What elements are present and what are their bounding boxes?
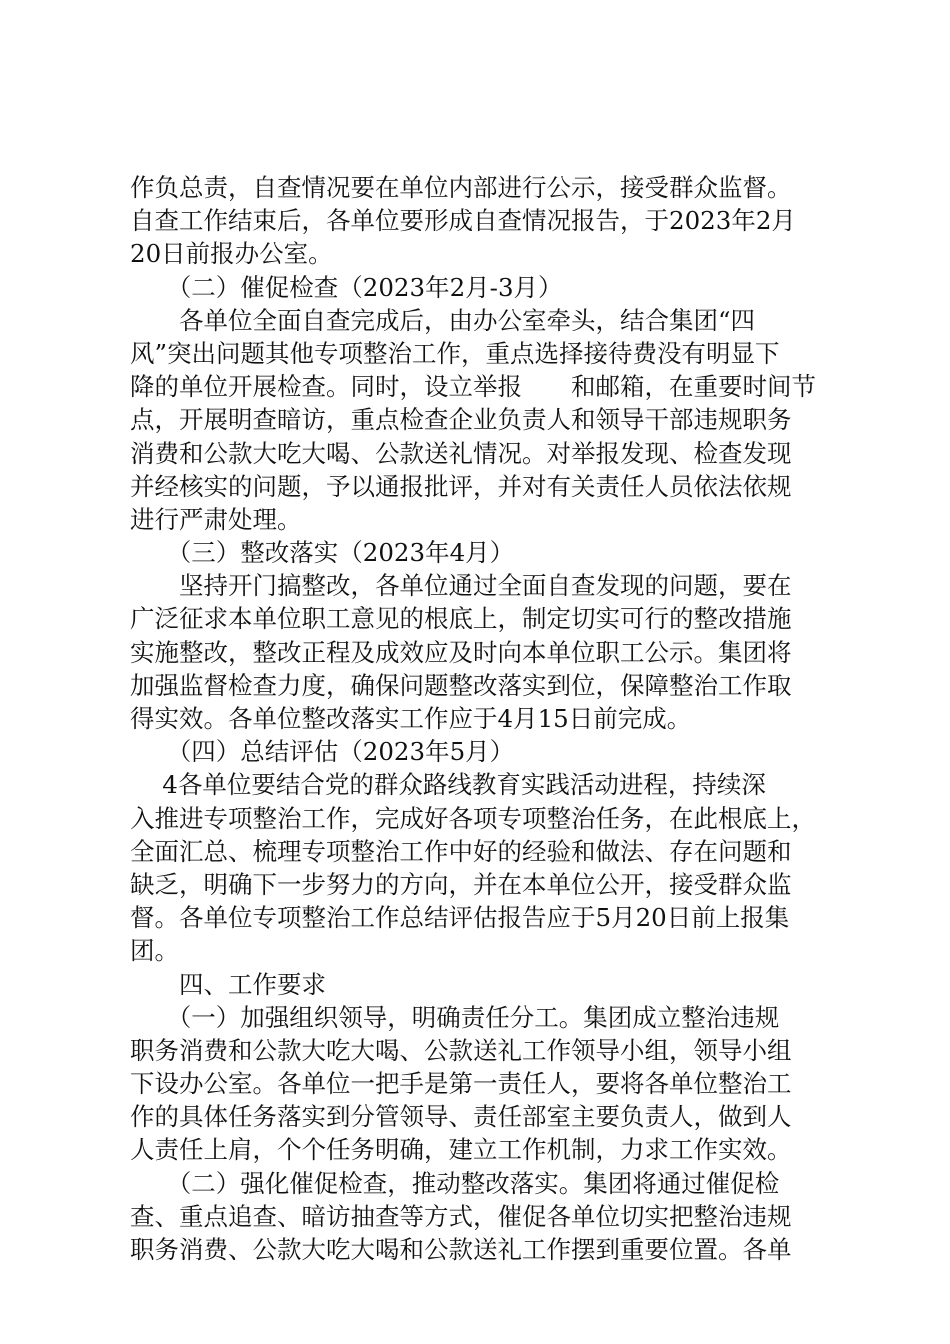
section-heading: （二）催促检查（2023年2月-3月） bbox=[130, 272, 563, 302]
text-line: 团。 bbox=[130, 936, 179, 966]
text-line: 20日前报办公室。 bbox=[130, 239, 333, 269]
text-line: 进行严肃处理。 bbox=[130, 504, 302, 534]
text-line: 加强监督检查力度，确保问题整改落实到位，保障整治工作取 bbox=[130, 670, 792, 700]
section-heading: （三）整改落实（2023年4月） bbox=[130, 538, 515, 568]
text-line: 点，开展明查暗访，重点检查企业负责人和领导干部违规职务 bbox=[130, 405, 792, 435]
text-line: 坚持开门搞整改，各单位通过全面自查发现的问题，要在 bbox=[130, 571, 792, 601]
text-line: 自查工作结束后，各单位要形成自查情况报告，于2023年2月 bbox=[130, 206, 796, 236]
text-line: 人责任上肩，个个任务明确，建立工作机制，力求工作实效。 bbox=[130, 1135, 792, 1165]
text-line: 查、重点追查、暗访抽查等方式，催促各单位切实把整治违规 bbox=[130, 1201, 792, 1231]
text-line: 得实效。各单位整改落实工作应于4月15日前完成。 bbox=[130, 704, 692, 733]
text-line: 降的单位开展检查。同时，设立举报 和邮箱，在重要时间节 bbox=[130, 372, 816, 402]
text-line: 全面汇总、梳理专项整治工作中好的经验和做法、存在问题和 bbox=[130, 836, 792, 866]
text-line: 并经核实的问题，予以通报批评，并对有关责任人员依法依规 bbox=[130, 471, 792, 501]
text-line: 职务消费和公款大吃大喝、公款送礼工作领导小组，领导小组 bbox=[130, 1035, 792, 1065]
text-line: 督。各单位专项整治工作总结评估报告应于5月20日前上报集 bbox=[130, 903, 790, 933]
document-body bbox=[130, 171, 830, 1266]
text-line: 消费和公款大吃大喝、公款送礼情况。对举报发现、检查发现 bbox=[130, 438, 792, 468]
section-heading: （四）总结评估（2023年5月） bbox=[130, 737, 515, 767]
section-heading: 四、工作要求 bbox=[130, 969, 326, 999]
text-line: 入推进专项整治工作，完成好各项专项整治任务，在此根底上， bbox=[130, 803, 816, 833]
text-line: 各单位全面自查完成后，由办公室牵头，结合集团“四 bbox=[130, 305, 756, 335]
text-line: 职务消费、公款大吃大喝和公款送礼工作摆到重要位置。各单 bbox=[130, 1235, 792, 1264]
text-line: 广泛征求本单位职工意见的根底上，制定切实可行的整改措施 bbox=[130, 604, 792, 634]
text-line: （一）加强组织领导，明确责任分工。集团成立整治违规 bbox=[130, 1002, 780, 1032]
text-line: 作的具体任务落实到分管领导、责任部室主要负责人，做到人 bbox=[130, 1102, 792, 1132]
text-line: 作负总责，自查情况要在单位内部进行公示，接受群众监督。 bbox=[130, 173, 792, 202]
text-line: 风”突出问题其他专项整治工作，重点选择接待费没有明显下 bbox=[130, 338, 780, 368]
text-line: 4各单位要结合党的群众路线教育实践活动进程，持续深 bbox=[130, 770, 766, 800]
text-line: 实施整改，整改正程及成效应及时向本单位职工公示。集团将 bbox=[130, 637, 792, 667]
text-line: 缺乏，明确下一步努力的方向，并在本单位公开，接受群众监 bbox=[130, 869, 792, 899]
text-line: （二）强化催促检查，推动整改落实。集团将通过催促检 bbox=[130, 1168, 780, 1198]
text-line: 下设办公室。各单位一把手是第一责任人，要将各单位整治工 bbox=[130, 1069, 792, 1099]
